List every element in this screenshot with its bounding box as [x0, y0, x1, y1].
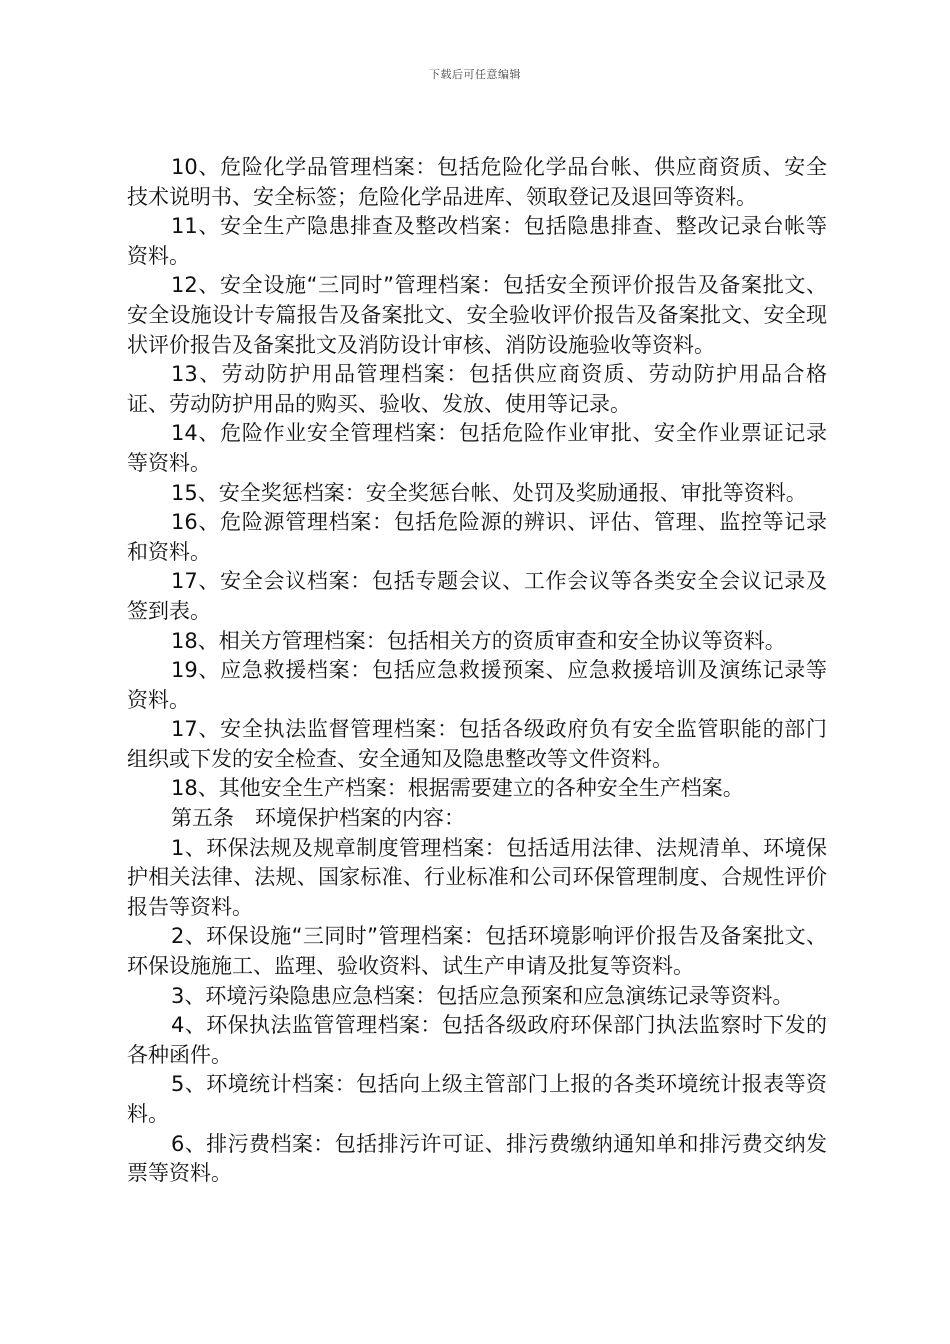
paragraph-item-16: 16、危险源管理档案：包括危险源的辨识、评估、管理、监控等记录和资料。 — [127, 510, 827, 564]
paragraph-item-19: 19、应急救援档案：包括应急救援预案、应急救援培训及演练记录等资料。 — [127, 658, 827, 712]
paragraph-item-18: 18、相关方管理档案：包括相关方的资质审查和安全协议等资料。 — [171, 628, 786, 653]
paragraph-env-item-5: 5、环境统计档案：包括向上级主管部门上报的各类环境统计报表等资料。 — [127, 1072, 827, 1126]
paragraph-item-18b: 18、其他安全生产档案：根据需要建立的各种安全生产档案。 — [171, 776, 744, 801]
paragraph-item-11: 11、安全生产隐患排查及整改档案：包括隐患排查、整改记录台帐等资料。 — [127, 214, 827, 268]
paragraph-item-12: 12、安全设施“三同时”管理档案：包括安全预评价报告及备案批文、安全设施设计专篇报告及备案批文、安全验收评价报告及备案批文、安全现状评价报告及备案批文及消防设计审核、消防设施验收等资料。 — [127, 273, 827, 357]
paragraph-env-item-1: 1、环保法规及规章制度管理档案：包括适用法律、法规清单、环境保护相关法律、法规、国家标准、行业标准和公司环保管理制度、合规性评价报告等资料。 — [127, 835, 827, 919]
paragraph-item-17: 17、安全会议档案：包括专题会议、工作会议等各类安全会议记录及签到表。 — [127, 569, 827, 623]
paragraph-env-item-2: 2、环保设施“三同时”管理档案：包括环境影响评价报告及备案批文、环保设施施工、监理、验收资料、试生产申请及批复等资料。 — [127, 924, 827, 979]
paragraph-item-10: 10、危险化学品管理档案：包括危险化学品台帐、供应商资质、安全技术说明书、安全标签；危险化学品进库、领取登记及退回等资料。 — [127, 155, 827, 209]
paragraph-env-item-3: 3、环境污染隐患应急档案：包括应急预案和应急演练记录等资料。 — [171, 983, 794, 1008]
paragraph-item-13: 13、劳动防护用品管理档案：包括供应商资质、劳动防护用品合格证、劳动防护用品的购买、验收、发放、使用等记录。 — [127, 362, 827, 416]
paragraph-item-17b: 17、安全执法监督管理档案：包括各级政府负有安全监管职能的部门组织或下发的安全检查、安全通知及隐患整改等文件资料。 — [127, 717, 827, 771]
section-heading-article-5: 第五条 环境保护档案的内容： — [171, 806, 465, 831]
paragraph-env-item-4: 4、环保执法监管管理档案：包括各级政府环保部门执法监察时下发的各种函件。 — [127, 1013, 827, 1067]
paragraph-item-15: 15、安全奖惩档案：安全奖惩台帐、处罚及奖励通报、审批等资料。 — [171, 480, 807, 505]
page-header-note: 下载后可任意编辑 — [429, 68, 521, 81]
paragraph-env-item-6: 6、排污费档案：包括排污许可证、排污费缴纳通知单和排污费交纳发票等资料。 — [127, 1131, 827, 1186]
paragraph-item-14: 14、危险作业安全管理档案：包括危险作业审批、安全作业票证记录等资料。 — [127, 421, 827, 475]
document-body — [127, 153, 827, 1189]
